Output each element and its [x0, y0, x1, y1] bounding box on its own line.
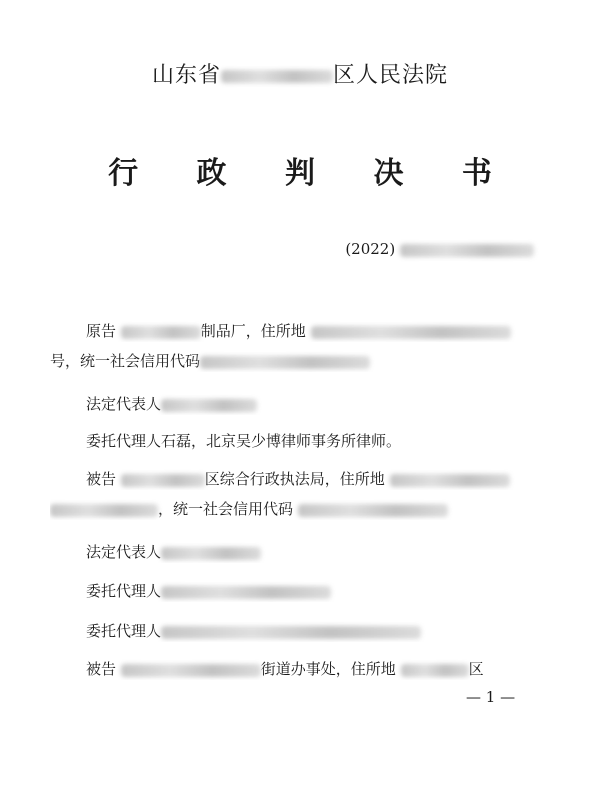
defendant1-representative-label: 法定代表人 — [86, 543, 162, 561]
redacted-defendant2-name — [121, 664, 261, 677]
case-number — [345, 240, 534, 258]
defendant1-credit-text: ，统一社会信用代码 — [158, 500, 294, 518]
redacted-plaintiff-address — [311, 326, 511, 339]
redacted-representative-name — [161, 399, 257, 412]
defendant2-label: 被告 — [86, 660, 117, 678]
plaintiff-representative-label: 法定代表人 — [86, 395, 162, 413]
defendant1-agent2-line — [50, 620, 540, 642]
redacted-case-number — [400, 244, 534, 257]
redacted-defendant1-agent2 — [161, 626, 421, 639]
plaintiff-agent-text: 委托代理人石磊，北京吴少博律师事务所律师。 — [86, 432, 402, 450]
redacted-defendant1-agent1 — [161, 586, 331, 599]
plaintiff-credit-text: 号，统一社会信用代码 — [50, 352, 201, 370]
title-char: 判 — [285, 156, 315, 191]
redacted-defendant1-address — [390, 474, 510, 487]
defendant1-agent1-line — [50, 580, 540, 602]
defendant1-label: 被告 — [86, 470, 117, 488]
case-number-year: (2022) — [345, 240, 396, 258]
plaintiff-representative-line — [50, 393, 540, 415]
defendant2-text: 街道办事处，住所地 — [260, 660, 396, 678]
redacted-defendant1-address-cont — [50, 504, 158, 517]
title-char: 书 — [461, 156, 492, 191]
defendant1-agent1-label: 委托代理人 — [86, 582, 162, 600]
court-name-prefix: 山东省 — [151, 63, 221, 88]
title-char: 政 — [196, 156, 227, 191]
redacted-defendant1-district — [121, 474, 205, 487]
plaintiff-credit-line — [50, 350, 540, 372]
plaintiff-line — [50, 320, 540, 342]
redacted-defendant1-credit-code — [298, 504, 448, 517]
plaintiff-label: 原告 — [86, 322, 117, 340]
redacted-court-district — [221, 70, 333, 83]
page-number: — 1 — — [466, 688, 516, 706]
redacted-plaintiff-name — [121, 326, 201, 339]
court-name-suffix: 区人民法院 — [333, 63, 449, 88]
redacted-defendant2-address — [401, 664, 469, 677]
redacted-defendant1-representative — [161, 547, 261, 560]
defendant1-agent2-label: 委托代理人 — [86, 622, 162, 640]
defendant1-credit-line — [50, 498, 540, 520]
defendant2-end-text: 区 — [468, 660, 484, 678]
plaintiff-agent-line — [50, 430, 540, 452]
defendant1-text: 区综合行政执法局，住所地 — [204, 470, 385, 488]
plaintiff-text: 制品厂，住所地 — [200, 322, 306, 340]
document-title — [0, 148, 600, 192]
defendant1-representative-line — [50, 541, 540, 563]
defendant2-line — [50, 658, 540, 680]
defendant1-line — [50, 468, 540, 490]
court-name — [0, 58, 600, 89]
title-char: 决 — [373, 156, 404, 191]
redacted-credit-code — [200, 356, 370, 369]
title-char: 行 — [108, 156, 139, 191]
